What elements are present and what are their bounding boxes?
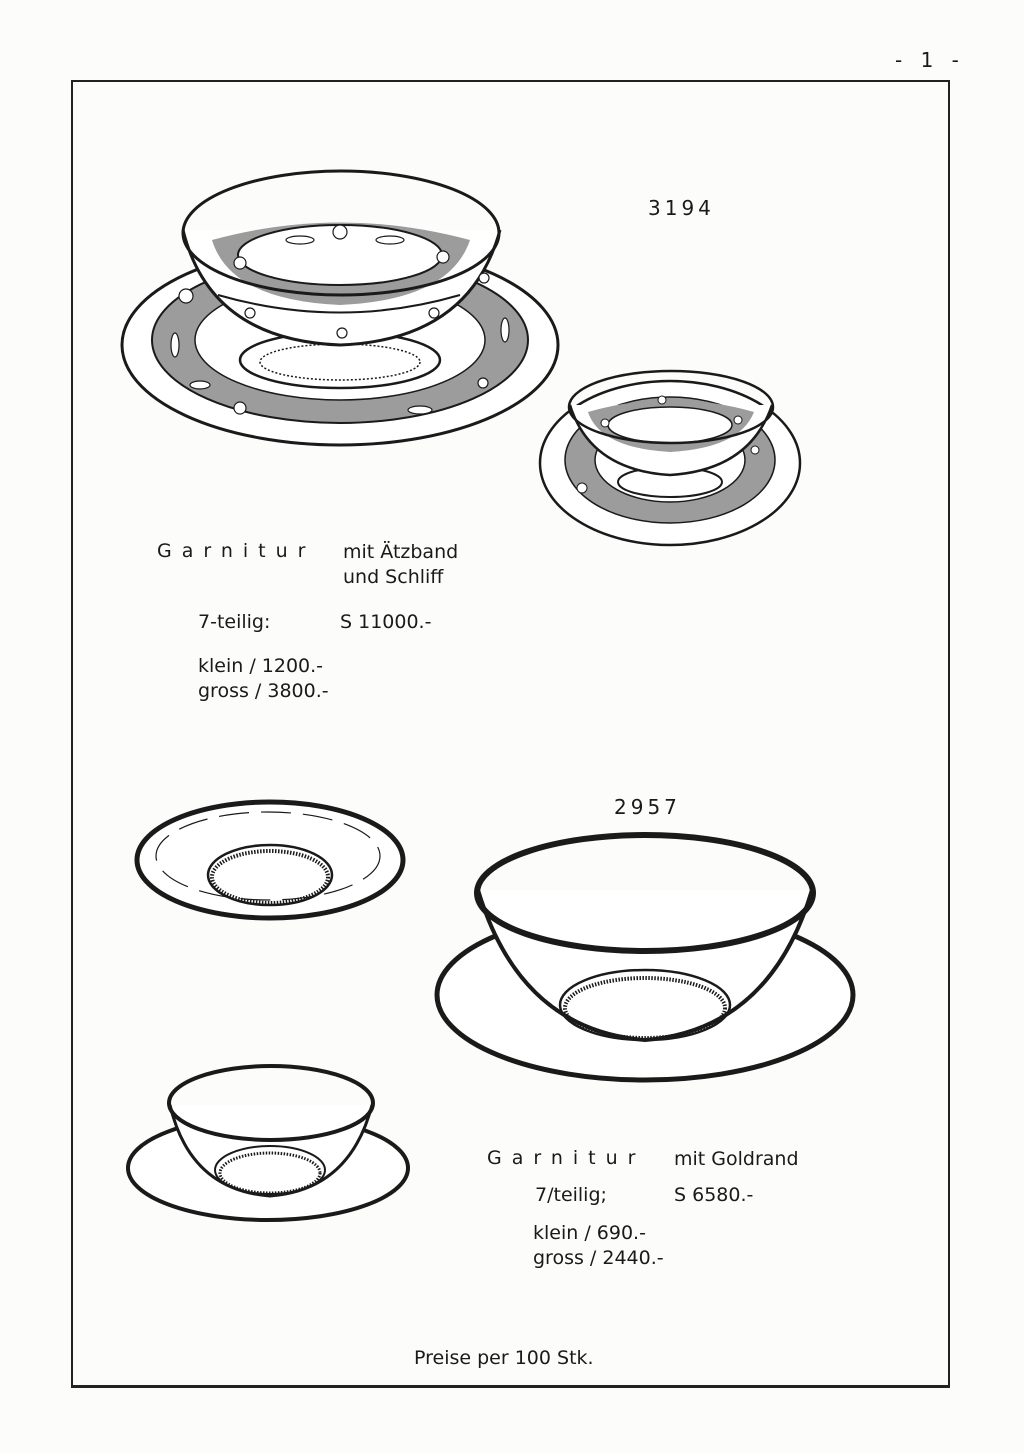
- model-number-2957: 2957: [614, 795, 681, 819]
- price-klein: klein / 1200.-: [198, 655, 324, 677]
- goldrand-small-bowl-set: [128, 1066, 408, 1220]
- price-klein: klein / 690.-: [533, 1222, 646, 1244]
- price-note-footer: Preise per 100 Stk.: [414, 1347, 594, 1369]
- set-price: S 6580.-: [674, 1184, 754, 1206]
- etched-small-bowl-set: [540, 371, 800, 545]
- price-gross: gross / 2440.-: [533, 1247, 664, 1269]
- garnitur-label: Garnitur: [157, 540, 316, 562]
- description: mit Goldrand: [674, 1148, 799, 1170]
- garnitur-label: Garnitur: [487, 1147, 646, 1169]
- set-size-label: 7-teilig:: [198, 611, 271, 633]
- goldrand-saucer: [137, 802, 403, 918]
- goldrand-large-bowl-set: [437, 835, 853, 1080]
- model-number-3194: 3194: [648, 196, 715, 220]
- page-number: - 1 -: [895, 48, 965, 72]
- set-price: S 11000.-: [340, 611, 432, 633]
- set-size-label: 7/teilig;: [535, 1184, 607, 1206]
- price-gross: gross / 3800.-: [198, 680, 329, 702]
- etched-large-bowl-set: [122, 171, 558, 445]
- description-line-1: mit Ätzband: [343, 541, 459, 563]
- description-line-2: und Schliff: [343, 566, 444, 588]
